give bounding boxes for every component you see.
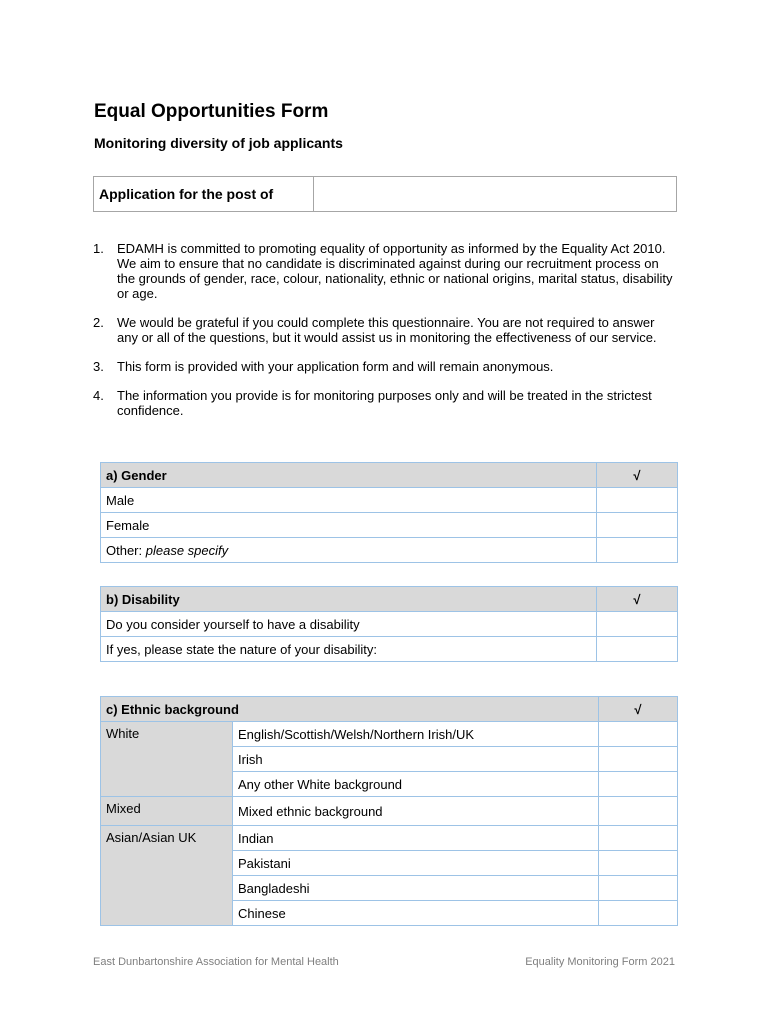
list-text: This form is provided with your application form and will remain anonymous. xyxy=(117,359,554,374)
intro-list xyxy=(93,241,677,432)
table-row xyxy=(101,612,678,637)
ethnic-table xyxy=(100,696,678,926)
option-label: English/Scottish/Welsh/Northern Irish/UK xyxy=(233,722,599,747)
table-header-row xyxy=(101,587,678,612)
list-text: We would be grateful if you could complete this questionnaire. You are not required to answer any or all of the questions, but it would assist us in monitoring the effectiveness of our service. xyxy=(117,315,657,345)
gender-heading: a) Gender xyxy=(101,463,597,488)
post-label: Application for the post of xyxy=(94,177,314,211)
list-item xyxy=(93,315,677,345)
list-number: 1. xyxy=(93,241,104,256)
list-number: 3. xyxy=(93,359,104,374)
disability-table xyxy=(100,586,678,662)
option-label: Female xyxy=(101,513,597,538)
tick-cell[interactable] xyxy=(597,538,678,563)
table-row xyxy=(101,513,678,538)
other-hint: please specify xyxy=(145,542,229,558)
table-header-row xyxy=(101,463,678,488)
tick-cell[interactable] xyxy=(599,851,678,876)
page-title: Equal Opportunities Form xyxy=(94,101,329,122)
tick-cell[interactable] xyxy=(597,513,678,538)
table-row xyxy=(101,637,678,662)
footer-organisation: East Dunbartonshire Association for Mental Health xyxy=(93,956,339,968)
tick-header: √ xyxy=(597,463,678,488)
table-row xyxy=(101,538,678,563)
option-label: Pakistani xyxy=(233,851,599,876)
category-label: Asian/Asian UK xyxy=(101,826,233,926)
footer-form-name: Equality Monitoring Form 2021 xyxy=(525,956,675,968)
list-item xyxy=(93,388,677,418)
ethnic-heading: c) Ethnic background xyxy=(101,697,599,722)
list-number: 4. xyxy=(93,388,104,403)
option-label: Any other White background xyxy=(233,772,599,797)
disability-heading: b) Disability xyxy=(101,587,597,612)
post-application-box xyxy=(93,176,677,212)
list-item xyxy=(93,241,677,301)
option-label-other xyxy=(101,538,597,563)
option-label: Irish xyxy=(233,747,599,772)
tick-cell[interactable] xyxy=(599,747,678,772)
list-number: 2. xyxy=(93,315,104,330)
table-row xyxy=(101,722,678,747)
list-text: EDAMH is committed to promoting equality of opportunity as informed by the Equality Act 2010. We aim to ensure that no candidate is discriminated against during our recruitment process on the grounds of gender, race, colour, nationality, ethnic or national origins, marital status, disability or age. xyxy=(117,241,673,301)
page-subtitle: Monitoring diversity of job applicants xyxy=(94,135,343,151)
option-label: Do you consider yourself to have a disability xyxy=(101,612,597,637)
tick-cell[interactable] xyxy=(599,876,678,901)
tick-cell[interactable] xyxy=(599,772,678,797)
tick-cell[interactable] xyxy=(599,722,678,747)
table-row xyxy=(101,488,678,513)
category-label: Mixed xyxy=(101,797,233,826)
table-row xyxy=(101,826,678,851)
tick-header: √ xyxy=(597,587,678,612)
option-label: Bangladeshi xyxy=(233,876,599,901)
other-label: Other: xyxy=(106,542,146,558)
tick-cell[interactable] xyxy=(597,637,678,662)
post-input[interactable] xyxy=(314,177,676,211)
option-label: If yes, please state the nature of your disability: xyxy=(101,637,597,662)
category-label: White xyxy=(101,722,233,797)
tick-cell[interactable] xyxy=(597,488,678,513)
gender-table xyxy=(100,462,678,563)
table-header-row xyxy=(101,697,678,722)
option-label: Male xyxy=(101,488,597,513)
tick-header: √ xyxy=(599,697,678,722)
list-text: The information you provide is for monitoring purposes only and will be treated in the strictest confidence. xyxy=(117,388,652,418)
option-label: Mixed ethnic background xyxy=(233,797,599,826)
tick-cell[interactable] xyxy=(597,612,678,637)
option-label: Indian xyxy=(233,826,599,851)
tick-cell[interactable] xyxy=(599,826,678,851)
tick-cell[interactable] xyxy=(599,901,678,926)
tick-cell[interactable] xyxy=(599,797,678,826)
table-row xyxy=(101,797,678,826)
list-item xyxy=(93,359,677,374)
option-label: Chinese xyxy=(233,901,599,926)
